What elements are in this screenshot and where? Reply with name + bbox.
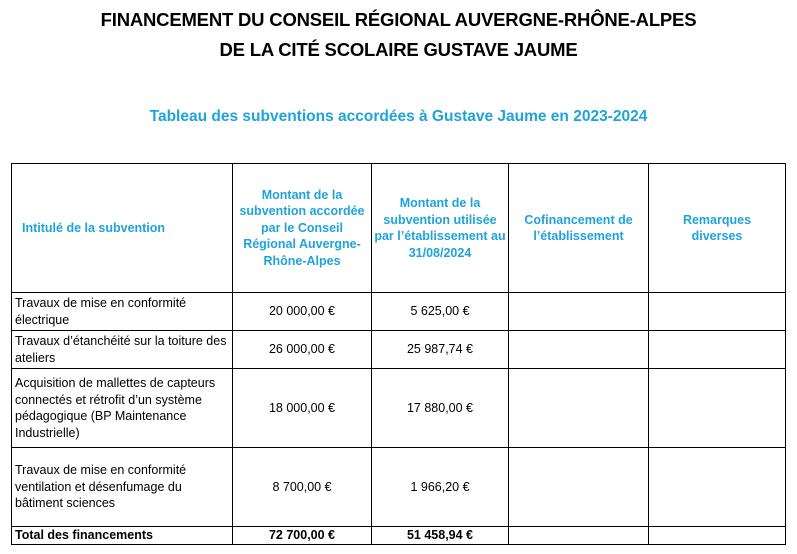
row-used: 1 966,20 € bbox=[372, 448, 509, 527]
row-granted: 8 700,00 € bbox=[233, 448, 372, 527]
column-header-remarks: Remarques diverses bbox=[649, 164, 786, 293]
total-label: Total des financements bbox=[12, 527, 233, 545]
row-label: Travaux de mise en conformité ventilation et désenfumage du bâtiment sciences bbox=[12, 448, 233, 527]
total-granted: 72 700,00 € bbox=[233, 527, 372, 545]
table-total-row bbox=[12, 527, 786, 545]
row-cofinancing bbox=[509, 369, 649, 448]
column-header-cofinancing: Cofinancement de l’établissement bbox=[509, 164, 649, 293]
total-remarks bbox=[649, 527, 786, 545]
table-row bbox=[12, 448, 786, 527]
row-label: Travaux de mise en conformité électrique bbox=[12, 293, 233, 331]
subsidies-table bbox=[11, 163, 786, 545]
row-used: 5 625,00 € bbox=[372, 293, 509, 331]
row-granted: 18 000,00 € bbox=[233, 369, 372, 448]
row-remarks bbox=[649, 369, 786, 448]
row-remarks bbox=[649, 293, 786, 331]
document-title-line2: DE LA CITÉ SCOLAIRE GUSTAVE JAUME bbox=[219, 39, 578, 60]
row-used: 25 987,74 € bbox=[372, 331, 509, 369]
column-header-label: Intitulé de la subvention bbox=[12, 164, 233, 293]
row-used: 17 880,00 € bbox=[372, 369, 509, 448]
table-subtitle: Tableau des subventions accordées à Gustave Jaume en 2023-2024 bbox=[149, 108, 648, 125]
row-remarks bbox=[649, 331, 786, 369]
row-cofinancing bbox=[509, 331, 649, 369]
column-header-used: Montant de la subvention utilisée par l’établissement au 31/08/2024 bbox=[372, 164, 509, 293]
column-header-granted: Montant de la subvention accordée par le Conseil Régional Auvergne-Rhône-Alpes bbox=[233, 164, 372, 293]
row-cofinancing bbox=[509, 293, 649, 331]
row-granted: 26 000,00 € bbox=[233, 331, 372, 369]
row-label: Acquisition de mallettes de capteurs connectés et rétrofit d’un système pédagogique (BP Maintenance Industrielle) bbox=[12, 369, 233, 448]
row-remarks bbox=[649, 448, 786, 527]
table-row bbox=[12, 331, 786, 369]
document-title-line1: FINANCEMENT DU CONSEIL RÉGIONAL AUVERGNE-RHÔNE-ALPES bbox=[100, 9, 697, 30]
table-header-row bbox=[12, 164, 786, 293]
row-granted: 20 000,00 € bbox=[233, 293, 372, 331]
table-row bbox=[12, 369, 786, 448]
table-row bbox=[12, 293, 786, 331]
row-cofinancing bbox=[509, 448, 649, 527]
total-cofinancing bbox=[509, 527, 649, 545]
row-label: Travaux d’étanchéité sur la toiture des ateliers bbox=[12, 331, 233, 369]
total-used: 51 458,94 € bbox=[372, 527, 509, 545]
